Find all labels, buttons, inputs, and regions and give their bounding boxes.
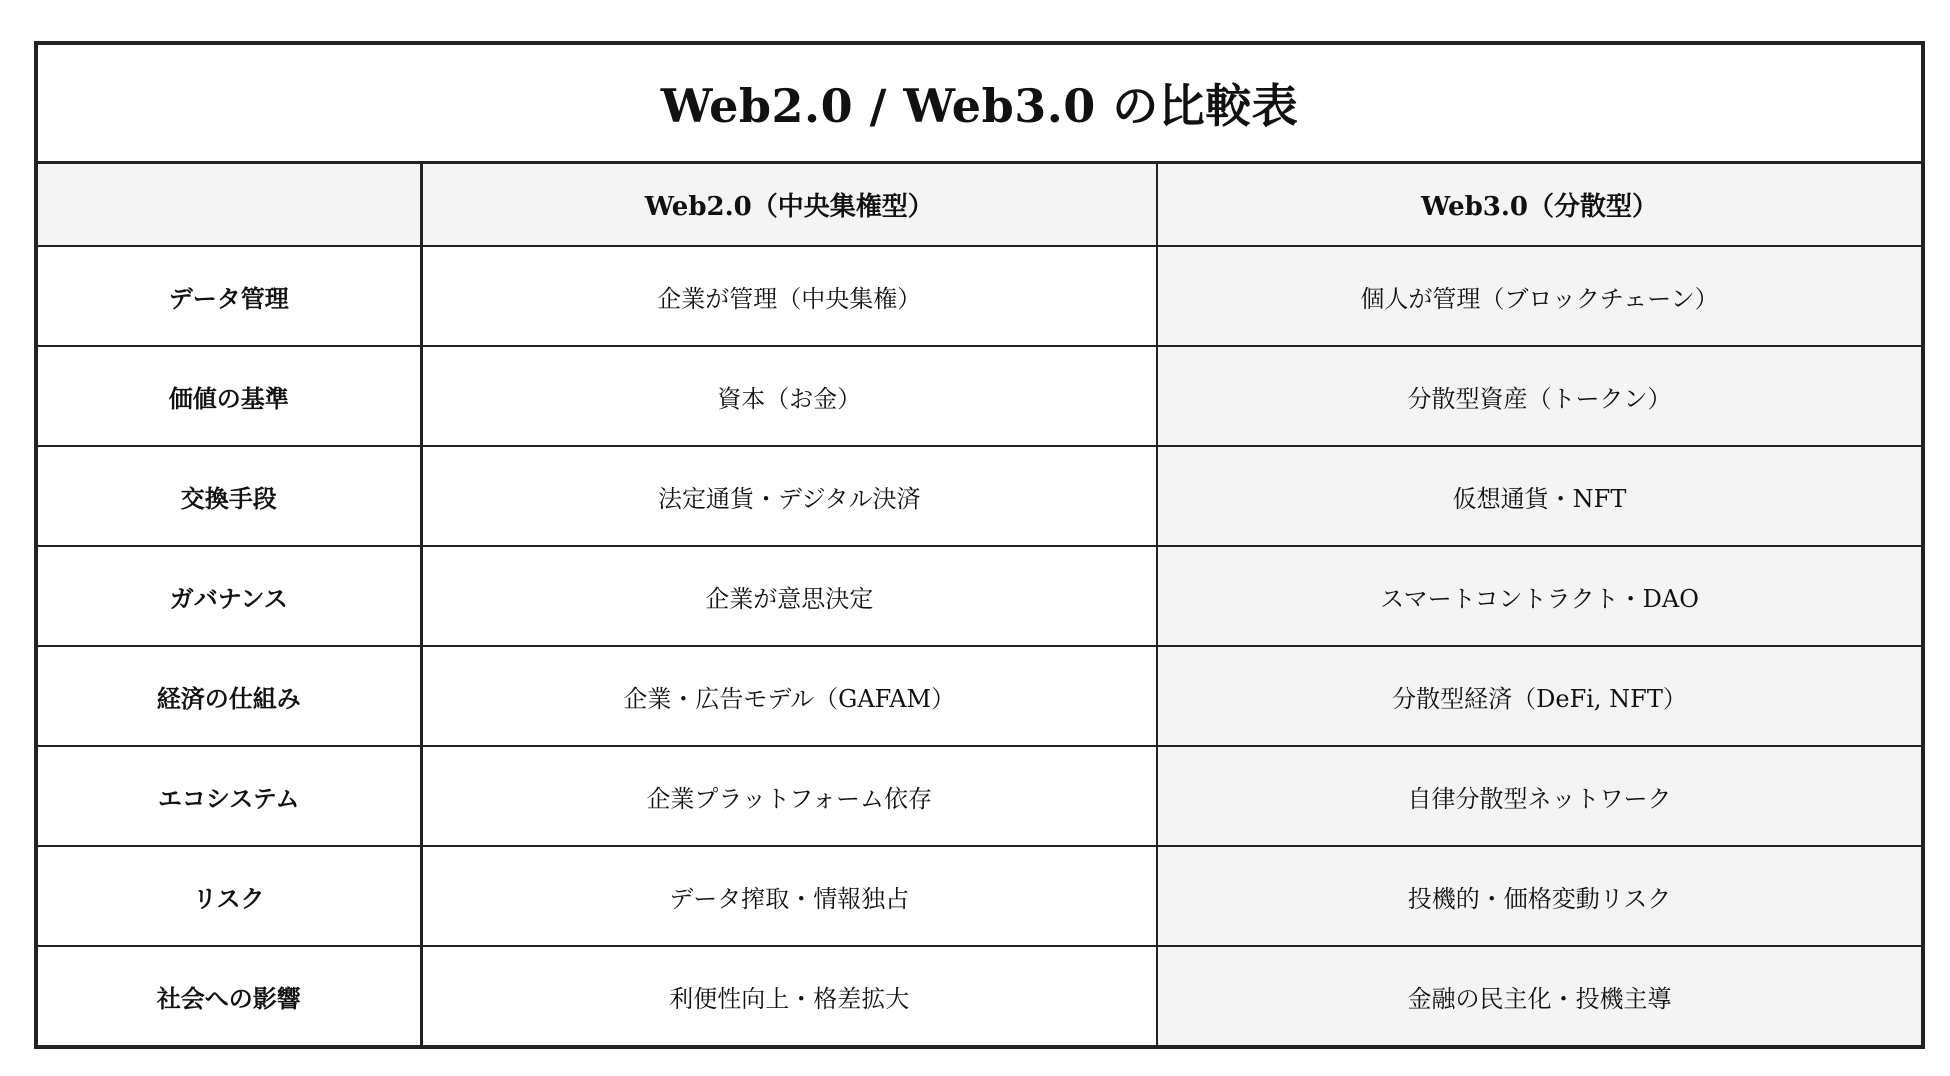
web3-cell: 分散型資産（トークン） [1157,346,1923,446]
row-label: 経済の仕組み [36,646,421,746]
header-web2: Web2.0（中央集権型） [421,163,1157,247]
web2-cell: 企業プラットフォーム依存 [421,746,1157,846]
web2-cell: 企業が管理（中央集権） [421,246,1157,346]
row-label: 価値の基準 [36,346,421,446]
table-row [36,446,1923,546]
table-row [36,546,1923,646]
web2-cell: 企業が意思決定 [421,546,1157,646]
row-label: ガバナンス [36,546,421,646]
web3-cell: 金融の民主化・投機主導 [1157,946,1923,1047]
comparison-table [34,41,1925,1049]
row-label: データ管理 [36,246,421,346]
table-row [36,846,1923,946]
title-row [36,43,1923,163]
row-label: 社会への影響 [36,946,421,1047]
table-row [36,646,1923,746]
web3-cell: 仮想通貨・NFT [1157,446,1923,546]
web2-cell: 企業・広告モデル（GAFAM） [421,646,1157,746]
web3-cell: 分散型経済（DeFi, NFT） [1157,646,1923,746]
web2-cell: 資本（お金） [421,346,1157,446]
web3-cell: 投機的・価格変動リスク [1157,846,1923,946]
header-web3: Web3.0（分散型） [1157,163,1923,247]
table-row [36,346,1923,446]
web2-cell: 法定通貨・デジタル決済 [421,446,1157,546]
table-row [36,246,1923,346]
web3-cell: 自律分散型ネットワーク [1157,746,1923,846]
header-label-cell [36,163,421,247]
web3-cell: 個人が管理（ブロックチェーン） [1157,246,1923,346]
row-label: 交換手段 [36,446,421,546]
row-label: エコシステム [36,746,421,846]
header-row [36,163,1923,247]
row-label: リスク [36,846,421,946]
web2-cell: 利便性向上・格差拡大 [421,946,1157,1047]
web3-cell: スマートコントラクト・DAO [1157,546,1923,646]
table-row [36,746,1923,846]
table-title: Web2.0 / Web3.0 の比較表 [36,43,1923,163]
web2-cell: データ搾取・情報独占 [421,846,1157,946]
table-row [36,946,1923,1047]
